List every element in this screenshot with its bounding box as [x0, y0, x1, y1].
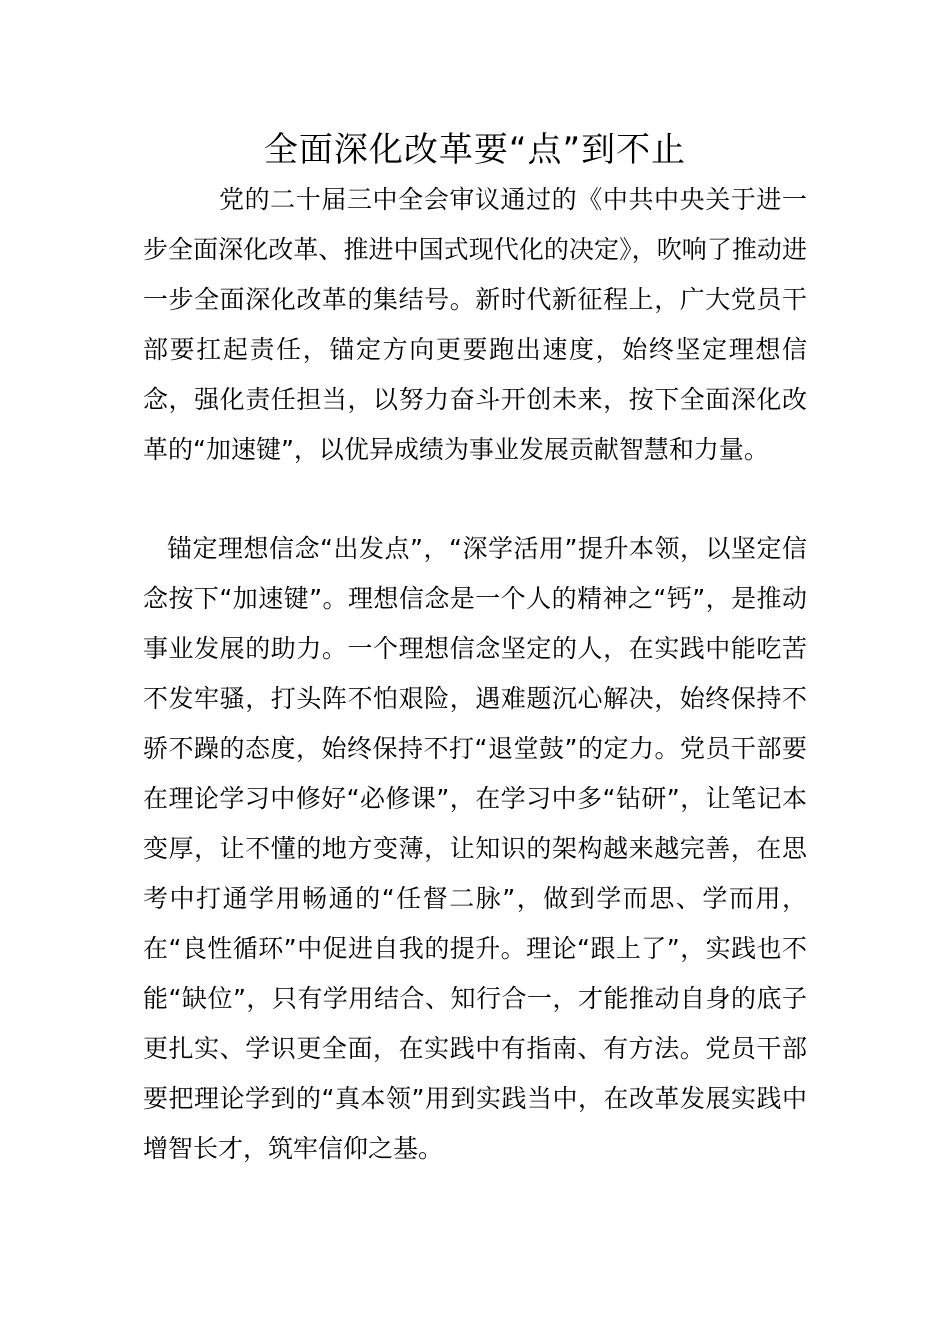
paragraph-intro: 党的二十届三中全会审议通过的《中共中央关于进一步全面深化改革、推进中国式现代化的决定》，吹响了推动进一步全面深化改革的集结号。新时代新征程上，广大党员干部要扛起责任，锚定方向更要跑出速度，始终坚定理想信念，强化责任担当，以努力奋斗开创未来，按下全面深化改革的“加速键”，以优异成绩为事业发展贡献智慧和力量。: [143, 185, 807, 464]
document-title: 全面深化改革要“点”到不止: [263, 130, 687, 170]
paragraph-ideals: 锚定理想信念“出发点”，“深学活用”提升本领，以坚定信念按下“加速键”。理想信念是一个人的精神之“钙”，是推动事业发展的助力。一个理想信念坚定的人，在实践中能吃苦不发牢骚，打头阵不怕艰险，遇难题沉心解决，始终保持不骄不躁的态度，始终保持不打“退堂鼓”的定力。党员干部要在理论学习中修好“必修课”，在学习中多“钻研”，让笔记本变厚，让不懂的地方变薄，让知识的架构越来越完善，在思考中打通学用畅通的“任督二脉”，做到学而思、学而用，在“良性循环”中促进自我的提升。理论“跟上了”，实践也不能“缺位”，只有学用结合、知行合一，才能推动自身的底子更扎实、学识更全面，在实践中有指南、有方法。党员干部要把理论学到的“真本领”用到实践当中，在改革发展实践中增智长才，筑牢信仰之基。: [143, 534, 807, 1163]
